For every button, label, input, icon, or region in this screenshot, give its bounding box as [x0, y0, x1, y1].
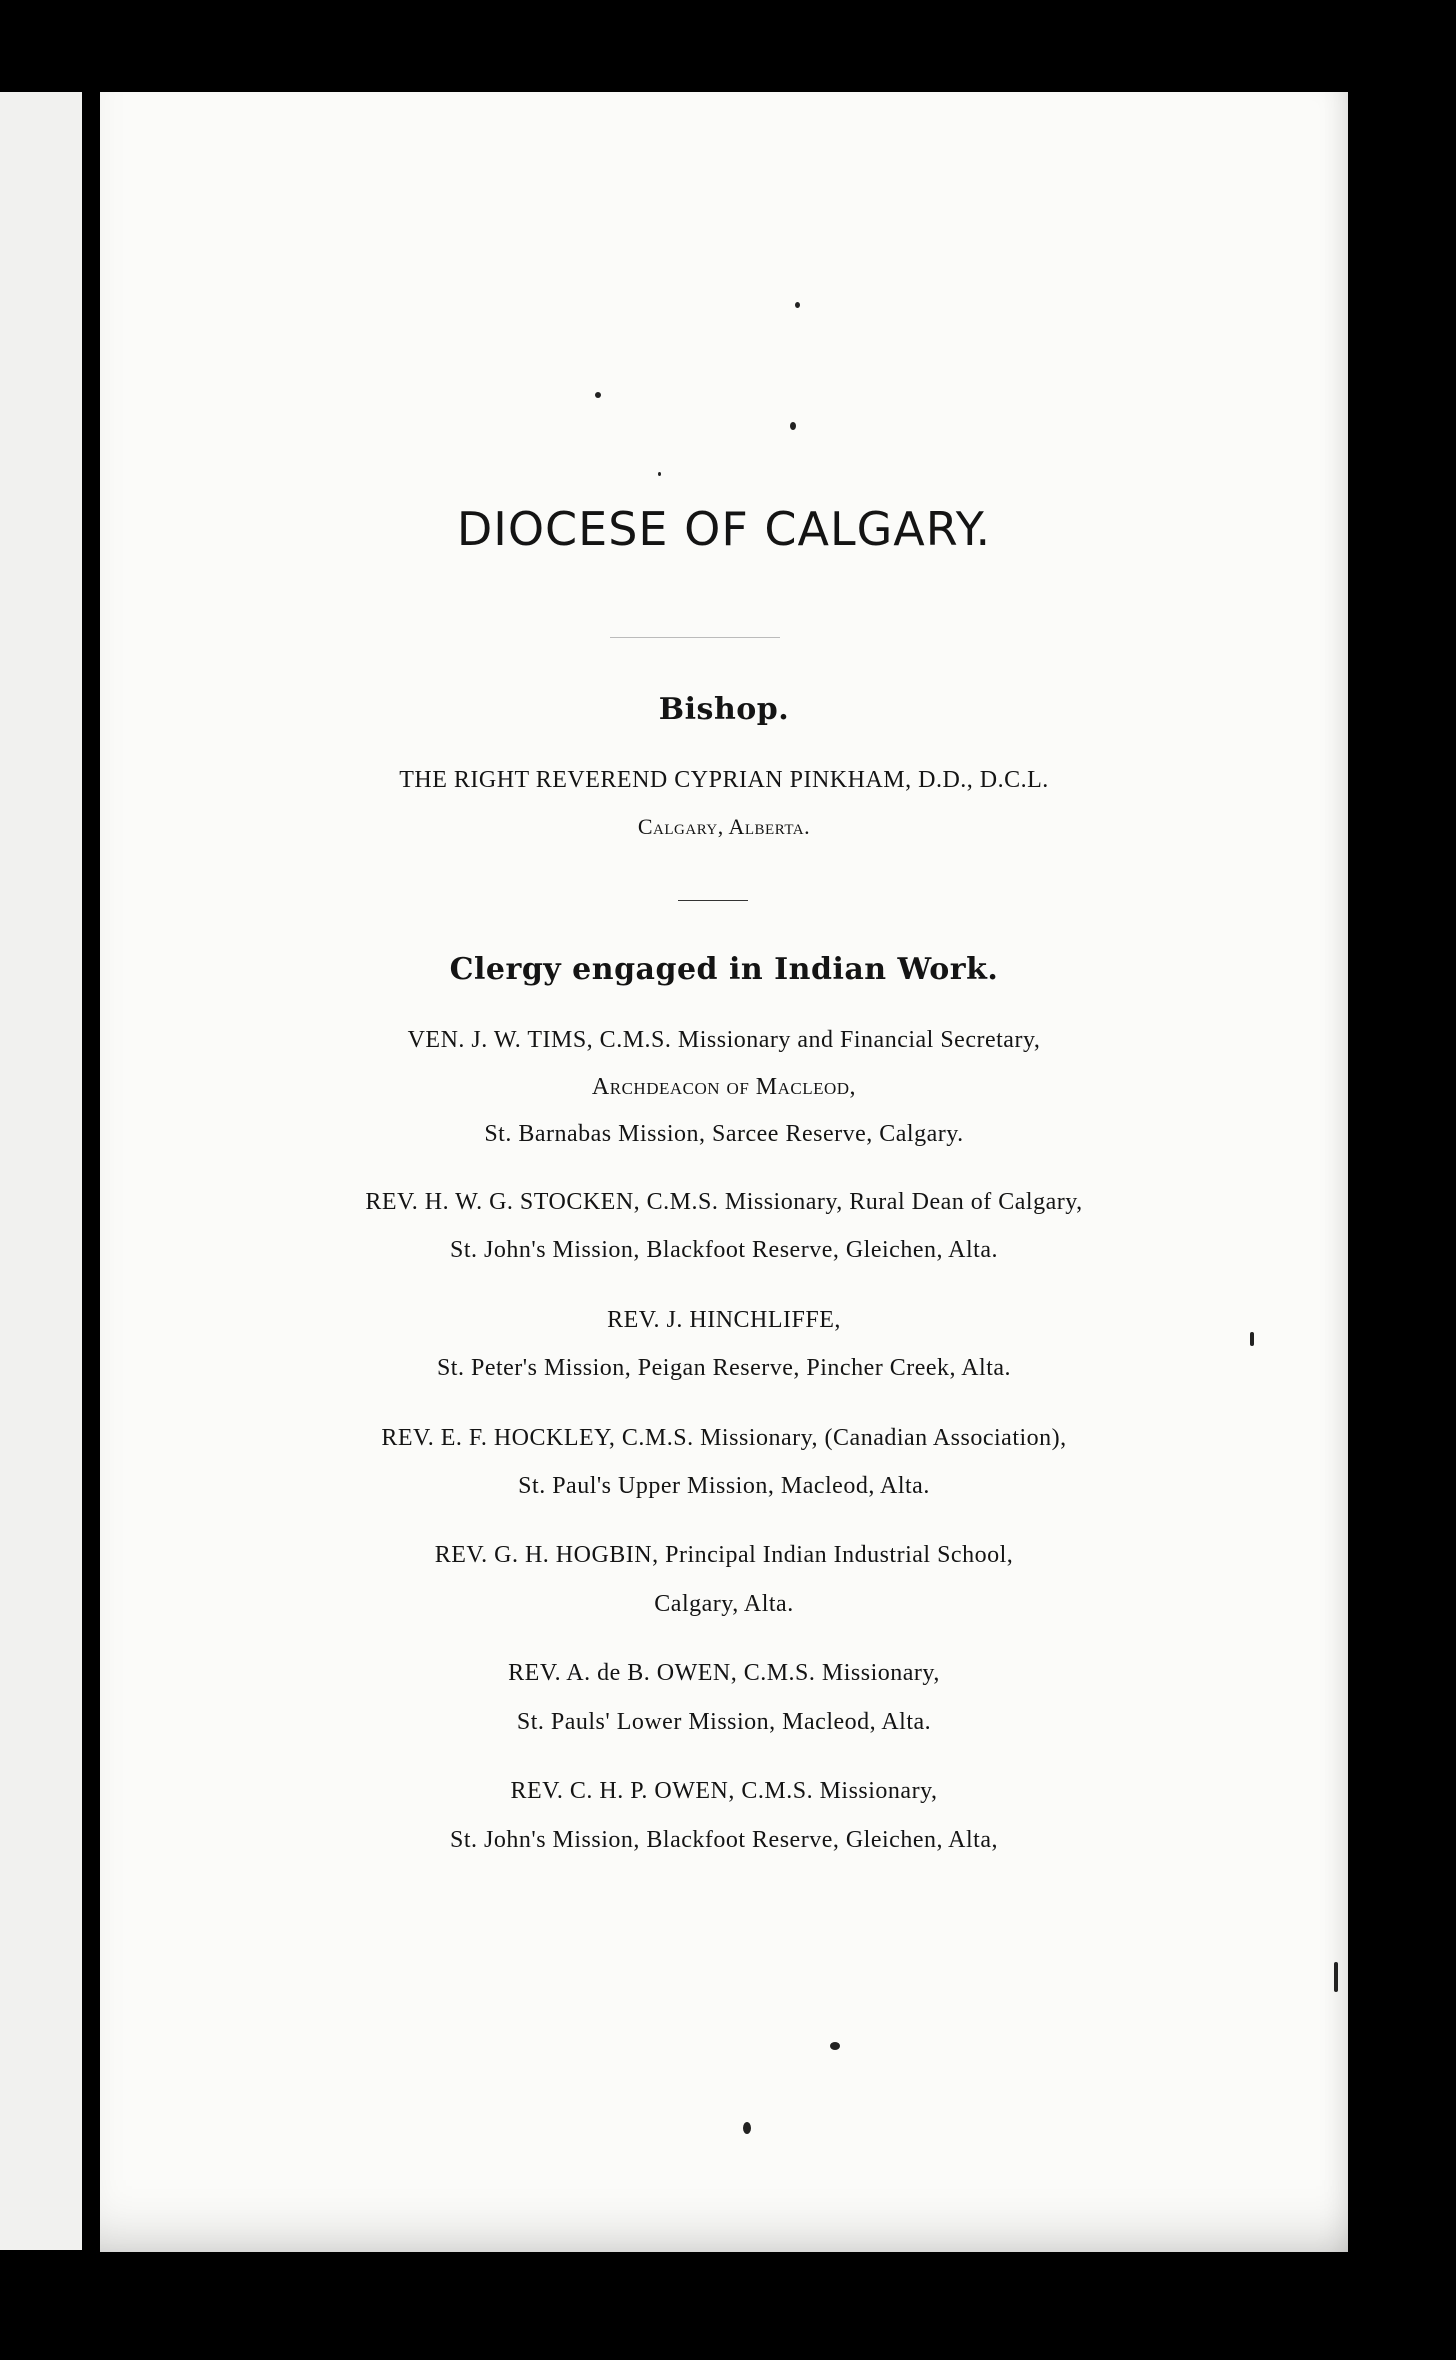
speck — [658, 472, 661, 476]
clergy-entry-7-line-2: St. John's Mission, Blackfoot Reserve, Gleichen, Alta, — [450, 1827, 998, 1853]
bishop-name: THE RIGHT REVEREND CYPRIAN PINKHAM, D.D., D.C.L. — [399, 767, 1049, 793]
clergy-entry-2-line-2: St. John's Mission, Blackfoot Reserve, Gleichen, Alta. — [450, 1237, 998, 1263]
page-title: DIOCESE OF CALGARY. — [456, 502, 992, 556]
speck — [790, 422, 796, 430]
speck — [795, 302, 800, 308]
clergy-entry-1-line-3: St. Barnabas Mission, Sarcee Reserve, Calgary. — [484, 1121, 964, 1147]
clergy-entry-4-line-1: REV. E. F. HOCKLEY, C.M.S. Missionary, (Canadian Association), — [381, 1425, 1067, 1451]
bishop-heading: Bishop. — [658, 692, 790, 727]
clergy-entry-3-line-2: St. Peter's Mission, Peigan Reserve, Pincher Creek, Alta. — [436, 1355, 1012, 1381]
clergy-entry-2-line-1: REV. H. W. G. STOCKEN, C.M.S. Missionary, Rural Dean of Calgary, — [365, 1189, 1083, 1215]
bishop-location: Calgary, Alberta. — [637, 814, 811, 839]
document-page — [100, 92, 1348, 2252]
clergy-entry-6-line-2: St. Pauls' Lower Mission, Macleod, Alta. — [516, 1709, 932, 1735]
speck — [1334, 1962, 1338, 1992]
section-divider — [678, 900, 748, 901]
speck — [595, 392, 601, 398]
clergy-entry-1-line-2: Archdeacon of Macleod, — [591, 1074, 857, 1100]
clergy-entry-4-line-2: St. Paul's Upper Mission, Macleod, Alta. — [518, 1473, 930, 1499]
book-spine — [86, 92, 100, 2252]
facing-page-edge — [0, 92, 82, 2250]
speck — [830, 2042, 840, 2050]
clergy-entry-5-line-1: REV. G. H. HOGBIN, Principal Indian Industrial School, — [434, 1542, 1014, 1568]
clergy-entry-5-line-2: Calgary, Alta. — [654, 1591, 794, 1617]
clergy-entry-3-line-1: REV. J. HINCHLIFFE, — [607, 1307, 841, 1333]
clergy-entry-7-line-1: REV. C. H. P. OWEN, C.M.S. Missionary, — [510, 1778, 938, 1804]
clergy-entry-6-line-1: REV. A. de B. OWEN, C.M.S. Missionary, — [508, 1660, 940, 1686]
speck — [1250, 1332, 1254, 1346]
clergy-heading: Clergy engaged in Indian Work. — [449, 952, 999, 987]
title-divider — [610, 637, 780, 638]
speck — [743, 2122, 751, 2134]
clergy-entry-1-line-1: VEN. J. W. TIMS, C.M.S. Missionary and Financial Secretary, — [407, 1027, 1041, 1053]
